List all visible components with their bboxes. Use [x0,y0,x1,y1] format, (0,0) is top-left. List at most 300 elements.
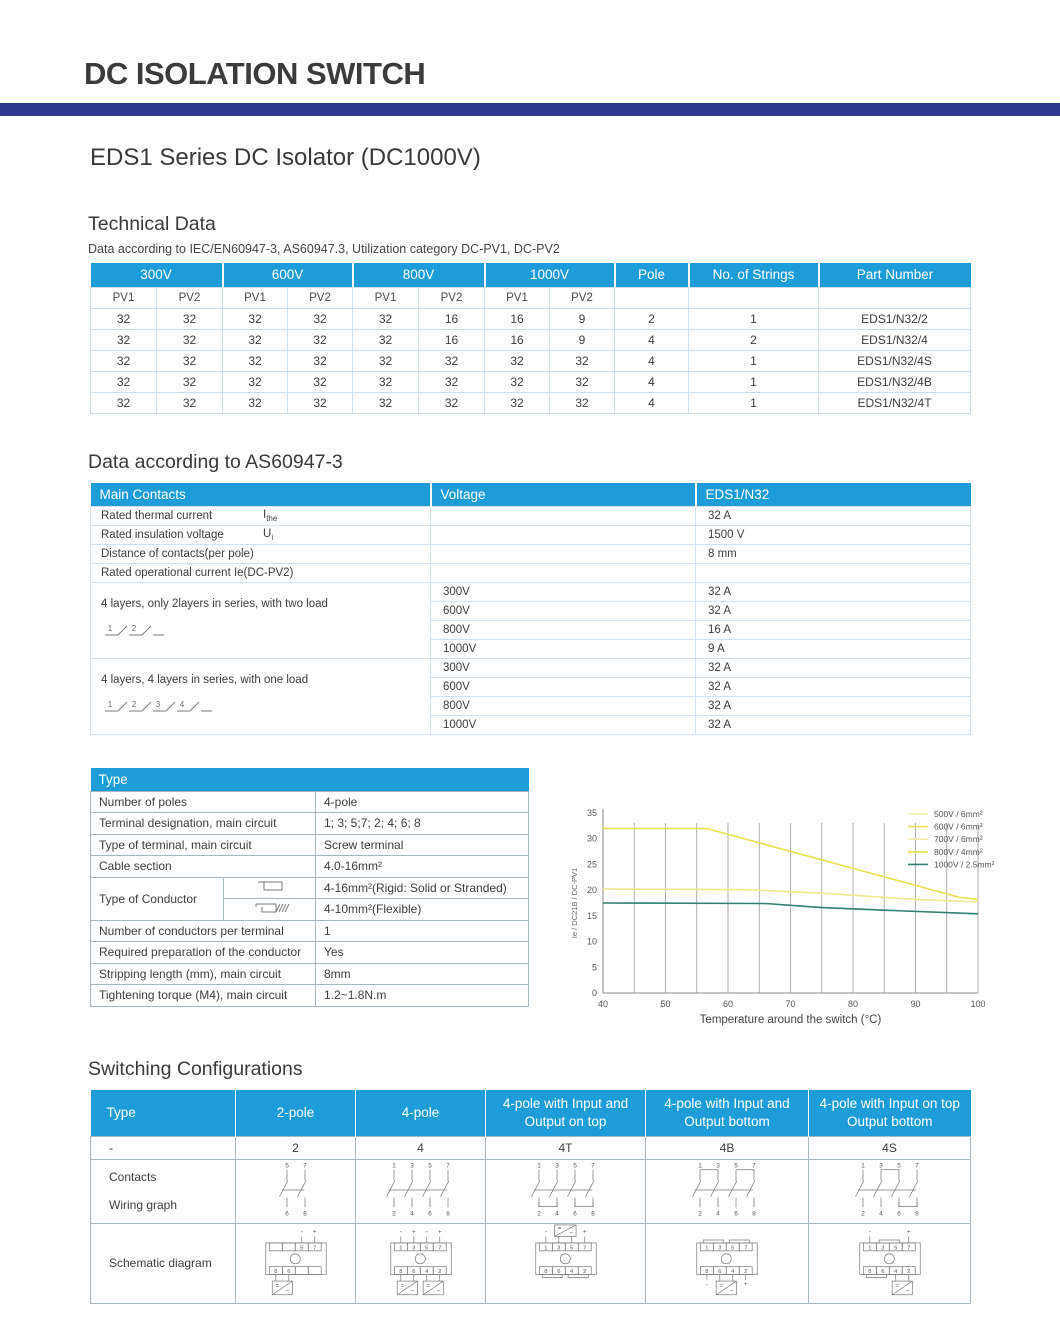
table-row [91,525,971,544]
strings-cell: 1 [689,392,819,413]
svg-text:Ie / DC21B / DC-PV1: Ie / DC21B / DC-PV1 [570,867,579,939]
config-code: 4 [356,1136,486,1159]
svg-text:3: 3 [718,1244,722,1251]
wiring-graph-4S [845,1160,935,1220]
symbol: $U_i$ [263,527,274,542]
current-cell: 32 [288,308,353,329]
pole-cell: 4 [615,329,689,350]
svg-text:3: 3 [155,699,161,709]
voltage-group-header: 1000V [485,263,615,287]
table-row [91,791,529,813]
config-code: 4S [809,1136,971,1159]
svg-text:1: 1 [543,1244,547,1251]
current-cell: 32 [91,392,157,413]
type-label: Number of conductors per terminal [91,920,316,942]
current-cell: 32 [419,350,485,371]
svg-text:~: ~ [436,1288,440,1295]
type-label: Terminal designation, main circuit [91,813,316,835]
current-cell: 32 A [696,601,971,620]
current-cell: 32 [485,371,550,392]
parameter-label: Distance of contacts(per pole) [91,544,431,563]
current-cell: 32 [157,308,223,329]
svg-text:90: 90 [910,999,921,1009]
voltage-cell: 800V [431,620,696,639]
current-cell: 32 [223,329,288,350]
wiring-graph-4B [682,1160,772,1220]
type-value: 4-pole [316,791,529,813]
svg-text:8: 8 [445,1210,450,1217]
pole-cell: 2 [615,308,689,329]
svg-text:=: = [719,1283,723,1290]
svg-text:3: 3 [716,1162,720,1169]
current-cell: 32 [157,329,223,350]
svg-text:8: 8 [590,1210,595,1217]
svg-text:20: 20 [586,885,597,896]
svg-text:6: 6 [427,1210,432,1217]
svg-text:7: 7 [445,1162,450,1169]
as60947-table [90,483,971,735]
voltage-cell: 800V [431,696,696,715]
svg-text:4: 4 [179,699,185,709]
current-cell: 32 [353,329,419,350]
part-number-cell: EDS1/N32/4S [819,350,971,371]
svg-text:7: 7 [914,1162,919,1169]
svg-text:8: 8 [302,1210,307,1217]
current-cell: 32 [223,392,288,413]
type-value: 4-16mm²(Rigid: Solid or Stranded) [316,877,529,899]
type-label: Number of poles [91,791,316,813]
type-value: Yes [316,942,529,964]
current-cell: 32 [91,329,157,350]
svg-text:600V / 6mm²: 600V / 6mm² [934,821,983,832]
svg-text:35: 35 [586,808,597,818]
current-cell: 9 [550,308,615,329]
svg-text:+: + [582,1228,587,1236]
current-cell: 32 A [696,677,971,696]
svg-text:=: = [400,1283,404,1290]
voltage-group-header: 600V [223,263,353,287]
wiring-graph-label: Wiring graph [109,1198,178,1212]
svg-text:70: 70 [785,999,796,1009]
svg-text:+: + [437,1228,442,1236]
table-row [91,371,971,392]
contacts-label: Contacts [109,1170,157,1184]
parameter-value: 32 A [696,506,971,525]
schematic-diagram-4B [673,1224,781,1300]
current-cell: 32 [550,371,615,392]
svg-text:6: 6 [286,1268,290,1275]
svg-text:5: 5 [299,1244,303,1251]
svg-text:2: 2 [131,699,137,709]
svg-text:=: = [557,1225,561,1232]
svg-text:50: 50 [660,999,671,1009]
current-cell: 32 [91,308,157,329]
table-row [91,942,529,964]
svg-text:60: 60 [722,999,734,1009]
svg-text:+: + [906,1228,911,1236]
current-cell: 32 [288,392,353,413]
table-row [91,563,971,582]
svg-text:+: + [743,1280,748,1288]
wiring-graph-2 [251,1160,341,1220]
pv-subheader: PV2 [550,287,615,308]
svg-text:-: - [425,1228,428,1236]
table-row [91,920,529,942]
current-cell: 32 [91,350,157,371]
table-row [91,877,529,899]
flexible-conductor-icon [250,901,290,915]
voltage-cell: 600V [431,677,696,696]
type-table-header: Type [91,768,529,791]
svg-text:3: 3 [556,1244,560,1251]
voltage-cell: 600V [431,601,696,620]
svg-text:5: 5 [893,1244,897,1251]
pole-cell: 4 [615,350,689,371]
voltage-group-header: 800V [353,263,485,287]
svg-text:5: 5 [591,962,597,973]
switching-configurations-heading: Switching Configurations [88,1058,303,1080]
svg-text:5: 5 [569,1244,573,1251]
strings-cell: 2 [689,329,819,350]
pole-cell: 4 [615,392,689,413]
voltage-group-header: 300V [91,263,223,287]
derating-chart [550,778,1025,1033]
part-number-cell: EDS1/N32/4 [819,329,971,350]
svg-text:+: + [312,1228,317,1236]
svg-text:~: ~ [729,1288,733,1295]
sw-code-row [91,1136,971,1159]
type-label: Cable section [91,856,316,878]
wiring-graph-4T [521,1160,611,1220]
svg-text:700V / 6mm²: 700V / 6mm² [934,834,983,845]
svg-text:5: 5 [424,1244,428,1251]
current-cell: 32 A [696,696,971,715]
parameter-label: Rated thermal current $I_{the}$ [91,506,431,525]
current-cell: 32 [157,371,223,392]
svg-text:1: 1 [391,1162,396,1169]
svg-text:10: 10 [586,936,597,947]
parameter-value [696,563,971,582]
schematic-diagram-4S [836,1224,944,1300]
svg-text:Temperature around the switch: Temperature around the switch (°C) [699,1014,882,1026]
current-cell: 32 [353,308,419,329]
svg-text:6: 6 [896,1210,901,1217]
svg-text:7: 7 [437,1244,441,1251]
type-value: 1 [316,920,529,942]
svg-text:3: 3 [411,1244,415,1251]
svg-text:7: 7 [752,1162,756,1169]
type-value: 1.2~1.8N.m [316,985,529,1007]
svg-text:800V / 4mm²: 800V / 4mm² [934,846,983,857]
svg-text:4: 4 [878,1210,883,1217]
layer-config-label: 4 layers, 4 layers in series, with one load 1 2 3 4 [91,658,431,734]
current-cell: 32 [91,371,157,392]
table-row [91,856,529,878]
svg-text:6: 6 [284,1210,289,1217]
temperature-derating-chart [550,778,1025,1033]
svg-text:25: 25 [586,859,597,870]
current-cell: 32 [157,392,223,413]
table-row [91,582,971,601]
pole-cell: 4 [615,371,689,392]
svg-text:4: 4 [731,1268,735,1275]
column-header: 4-pole with Input on top Output bottom [809,1090,971,1136]
series-title: EDS1 Series DC Isolator (DC1000V) [90,144,481,171]
pv-subheader: PV2 [419,287,485,308]
table-row [91,834,529,856]
rigid-conductor-icon [250,879,290,893]
svg-text:1000V / 2.5mm²: 1000V / 2.5mm² [934,859,995,870]
svg-text:2: 2 [437,1268,441,1275]
schematic-diagram-4 [367,1224,475,1300]
svg-text:2: 2 [131,623,137,633]
svg-text:7: 7 [906,1244,910,1251]
svg-text:8: 8 [398,1268,402,1275]
svg-text:6: 6 [411,1268,415,1275]
svg-text:~: ~ [285,1288,289,1295]
part-number-cell: EDS1/N32/4T [819,392,971,413]
layer-config-label: 4 layers, only 2layers in series, with two load 1 2 [91,582,431,658]
symbol: $I_{the}$ [263,508,278,523]
table-row [91,506,971,525]
as-header-row [91,483,971,506]
svg-text:500V / 6mm²: 500V / 6mm² [934,809,983,819]
column-header: Voltage [431,483,696,506]
column-header: EDS1/N32 [696,483,971,506]
svg-text:5: 5 [731,1244,735,1251]
svg-text:5: 5 [572,1162,577,1169]
svg-text:0: 0 [591,988,597,998]
type-label: Type of Conductor [91,877,224,920]
current-cell: 32 [288,350,353,371]
svg-text:8: 8 [752,1210,756,1217]
svg-text:3: 3 [878,1162,883,1169]
parameter-value: 8 mm [696,544,971,563]
switching-configurations-table [90,1090,971,1304]
current-cell: 16 [419,329,485,350]
parameter-label: Rated insulation voltage $U_i$ [91,525,431,544]
svg-text:=: = [275,1283,279,1290]
svg-text:~: ~ [410,1288,414,1295]
technical-data-subheading: Data according to IEC/EN60947-3, AS60947.3, Utilization category DC-PV1, DC-PV2 [88,242,560,256]
table-row [91,658,971,677]
sw-contacts-row [91,1159,971,1223]
type-value: 4.0-16mm² [316,856,529,878]
svg-text:7: 7 [744,1244,748,1251]
part-number-cell: EDS1/N32/2 [819,308,971,329]
svg-text:2: 2 [906,1268,910,1275]
svg-text:30: 30 [586,833,597,844]
svg-text:4: 4 [893,1268,897,1275]
voltage-cell: 300V [431,582,696,601]
svg-text:3: 3 [409,1162,414,1169]
current-cell: 32 A [696,582,971,601]
svg-text:1: 1 [867,1244,871,1251]
parameter-label: Rated operational current Ie(DC-PV2) [91,563,431,582]
current-cell: 32 [157,350,223,371]
series-connection-diagram [101,622,167,640]
pv-subheader: PV1 [91,287,157,308]
type-value: 4-10mm²(Flexible) [316,899,529,921]
svg-text:-: - [399,1228,402,1236]
current-cell: 32 [223,371,288,392]
svg-text:-: - [705,1280,708,1288]
column-header: Pole [615,263,689,287]
svg-text:5: 5 [734,1162,738,1169]
current-cell: 32 [419,371,485,392]
type-table [90,768,529,1007]
svg-text:40: 40 [597,999,609,1009]
technical-data-table [90,263,971,414]
column-header: 2-pole [236,1090,356,1136]
svg-text:1: 1 [536,1162,541,1169]
svg-text:8: 8 [867,1268,871,1275]
tech-subheader-row [91,287,971,308]
svg-text:5: 5 [284,1162,289,1169]
config-code: 4T [486,1136,646,1159]
pv-subheader: PV2 [157,287,223,308]
svg-text:6: 6 [718,1268,722,1275]
table-row [91,350,971,371]
svg-text:6: 6 [880,1268,884,1275]
svg-text:3: 3 [554,1162,559,1169]
type-value: 8mm [316,963,529,985]
current-cell: 16 A [696,620,971,639]
svg-text:6: 6 [572,1210,577,1217]
current-cell: 32 [288,329,353,350]
svg-text:4: 4 [569,1268,573,1275]
strings-cell: 1 [689,308,819,329]
current-cell: 32 [485,350,550,371]
column-header: 4-pole with Input and Output bottom [646,1090,809,1136]
svg-text:2: 2 [536,1210,541,1217]
svg-text:15: 15 [586,910,597,921]
table-row [91,963,529,985]
table-row [91,985,529,1007]
svg-text:4: 4 [716,1210,720,1217]
svg-text:2: 2 [698,1210,702,1217]
voltage-cell: 1000V [431,715,696,734]
table-row [91,544,971,563]
type-value: 1; 3; 5;7; 2; 4; 6; 8 [316,813,529,835]
pv-subheader: PV1 [353,287,419,308]
svg-text:7: 7 [302,1162,307,1169]
svg-text:2: 2 [391,1210,396,1217]
svg-text:100: 100 [970,999,986,1009]
pv-subheader: PV1 [485,287,550,308]
current-cell: 9 [550,329,615,350]
current-cell: 16 [419,308,485,329]
current-cell: 32 [550,350,615,371]
table-row [91,813,529,835]
svg-text:8: 8 [914,1210,919,1217]
svg-text:7: 7 [590,1162,595,1169]
pv-subheader: PV1 [223,287,288,308]
svg-text:6: 6 [556,1268,560,1275]
svg-text:1: 1 [698,1162,702,1169]
svg-text:8: 8 [705,1268,709,1275]
type-label: Required preparation of the conductor [91,942,316,964]
column-header: 4-pole [356,1090,486,1136]
svg-text:4: 4 [409,1210,414,1217]
svg-text:~: ~ [568,1229,573,1236]
column-header: 4-pole with Input and Output on top [486,1090,646,1136]
parameter-value: 1500 V [696,525,971,544]
current-cell: 32 A [696,715,971,734]
svg-text:3: 3 [880,1244,884,1251]
current-cell: 32 [353,371,419,392]
svg-text:1: 1 [705,1244,709,1251]
svg-text:8: 8 [543,1268,547,1275]
voltage-cell: 300V [431,658,696,677]
svg-text:4: 4 [424,1268,428,1275]
schematic-diagram-4T [512,1224,620,1300]
svg-text:6: 6 [734,1210,738,1217]
svg-text:2: 2 [744,1268,748,1275]
current-cell: 32 [288,371,353,392]
svg-text:1: 1 [398,1244,402,1251]
svg-text:2: 2 [860,1210,865,1217]
svg-text:-: - [300,1228,303,1236]
series-connection-diagram [101,698,215,716]
current-cell: 32 [223,308,288,329]
type-label: Stripping length (mm), main circuit [91,963,316,985]
svg-text:5: 5 [427,1162,432,1169]
current-cell: 32 [485,392,550,413]
current-cell: 16 [485,308,550,329]
svg-text:~: ~ [905,1288,909,1295]
schematic-diagram-2 [242,1224,350,1300]
svg-text:1: 1 [107,623,113,633]
type-value: Screw terminal [316,834,529,856]
column-header: Main Contacts [91,483,431,506]
svg-text:+: + [411,1228,416,1236]
current-cell: 32 [353,392,419,413]
current-cell: 16 [485,329,550,350]
svg-text:-: - [544,1228,547,1236]
strings-cell: 1 [689,371,819,392]
sw-schematic-row [91,1223,971,1303]
svg-text:-: - [868,1228,871,1236]
column-header: No. of Strings [689,263,819,287]
sw-header-row [91,1090,971,1136]
svg-text:8: 8 [273,1268,277,1275]
current-cell: 9 A [696,639,971,658]
svg-text:=: = [895,1283,899,1290]
part-number-cell: EDS1/N32/4B [819,371,971,392]
table-row [91,308,971,329]
column-header: Part Number [819,263,971,287]
voltage-cell: 1000V [431,639,696,658]
current-cell: 32 [353,350,419,371]
schematic-diagram-label: Schematic diagram [91,1223,236,1303]
table-row [91,329,971,350]
current-cell: 32 [419,392,485,413]
as60947-heading: Data according to AS60947-3 [88,451,343,473]
svg-text:7: 7 [312,1244,316,1251]
svg-text:4: 4 [554,1210,559,1217]
svg-text:5: 5 [896,1162,901,1169]
technical-data-heading: Technical Data [88,213,216,235]
current-cell: 32 [550,392,615,413]
svg-text:7: 7 [582,1244,586,1251]
strings-cell: 1 [689,350,819,371]
svg-text:=: = [426,1283,430,1290]
current-cell: 32 [223,350,288,371]
pv-subheader: PV2 [288,287,353,308]
svg-text:80: 80 [847,999,859,1009]
page-title: DC ISOLATION SWITCH [84,56,426,91]
